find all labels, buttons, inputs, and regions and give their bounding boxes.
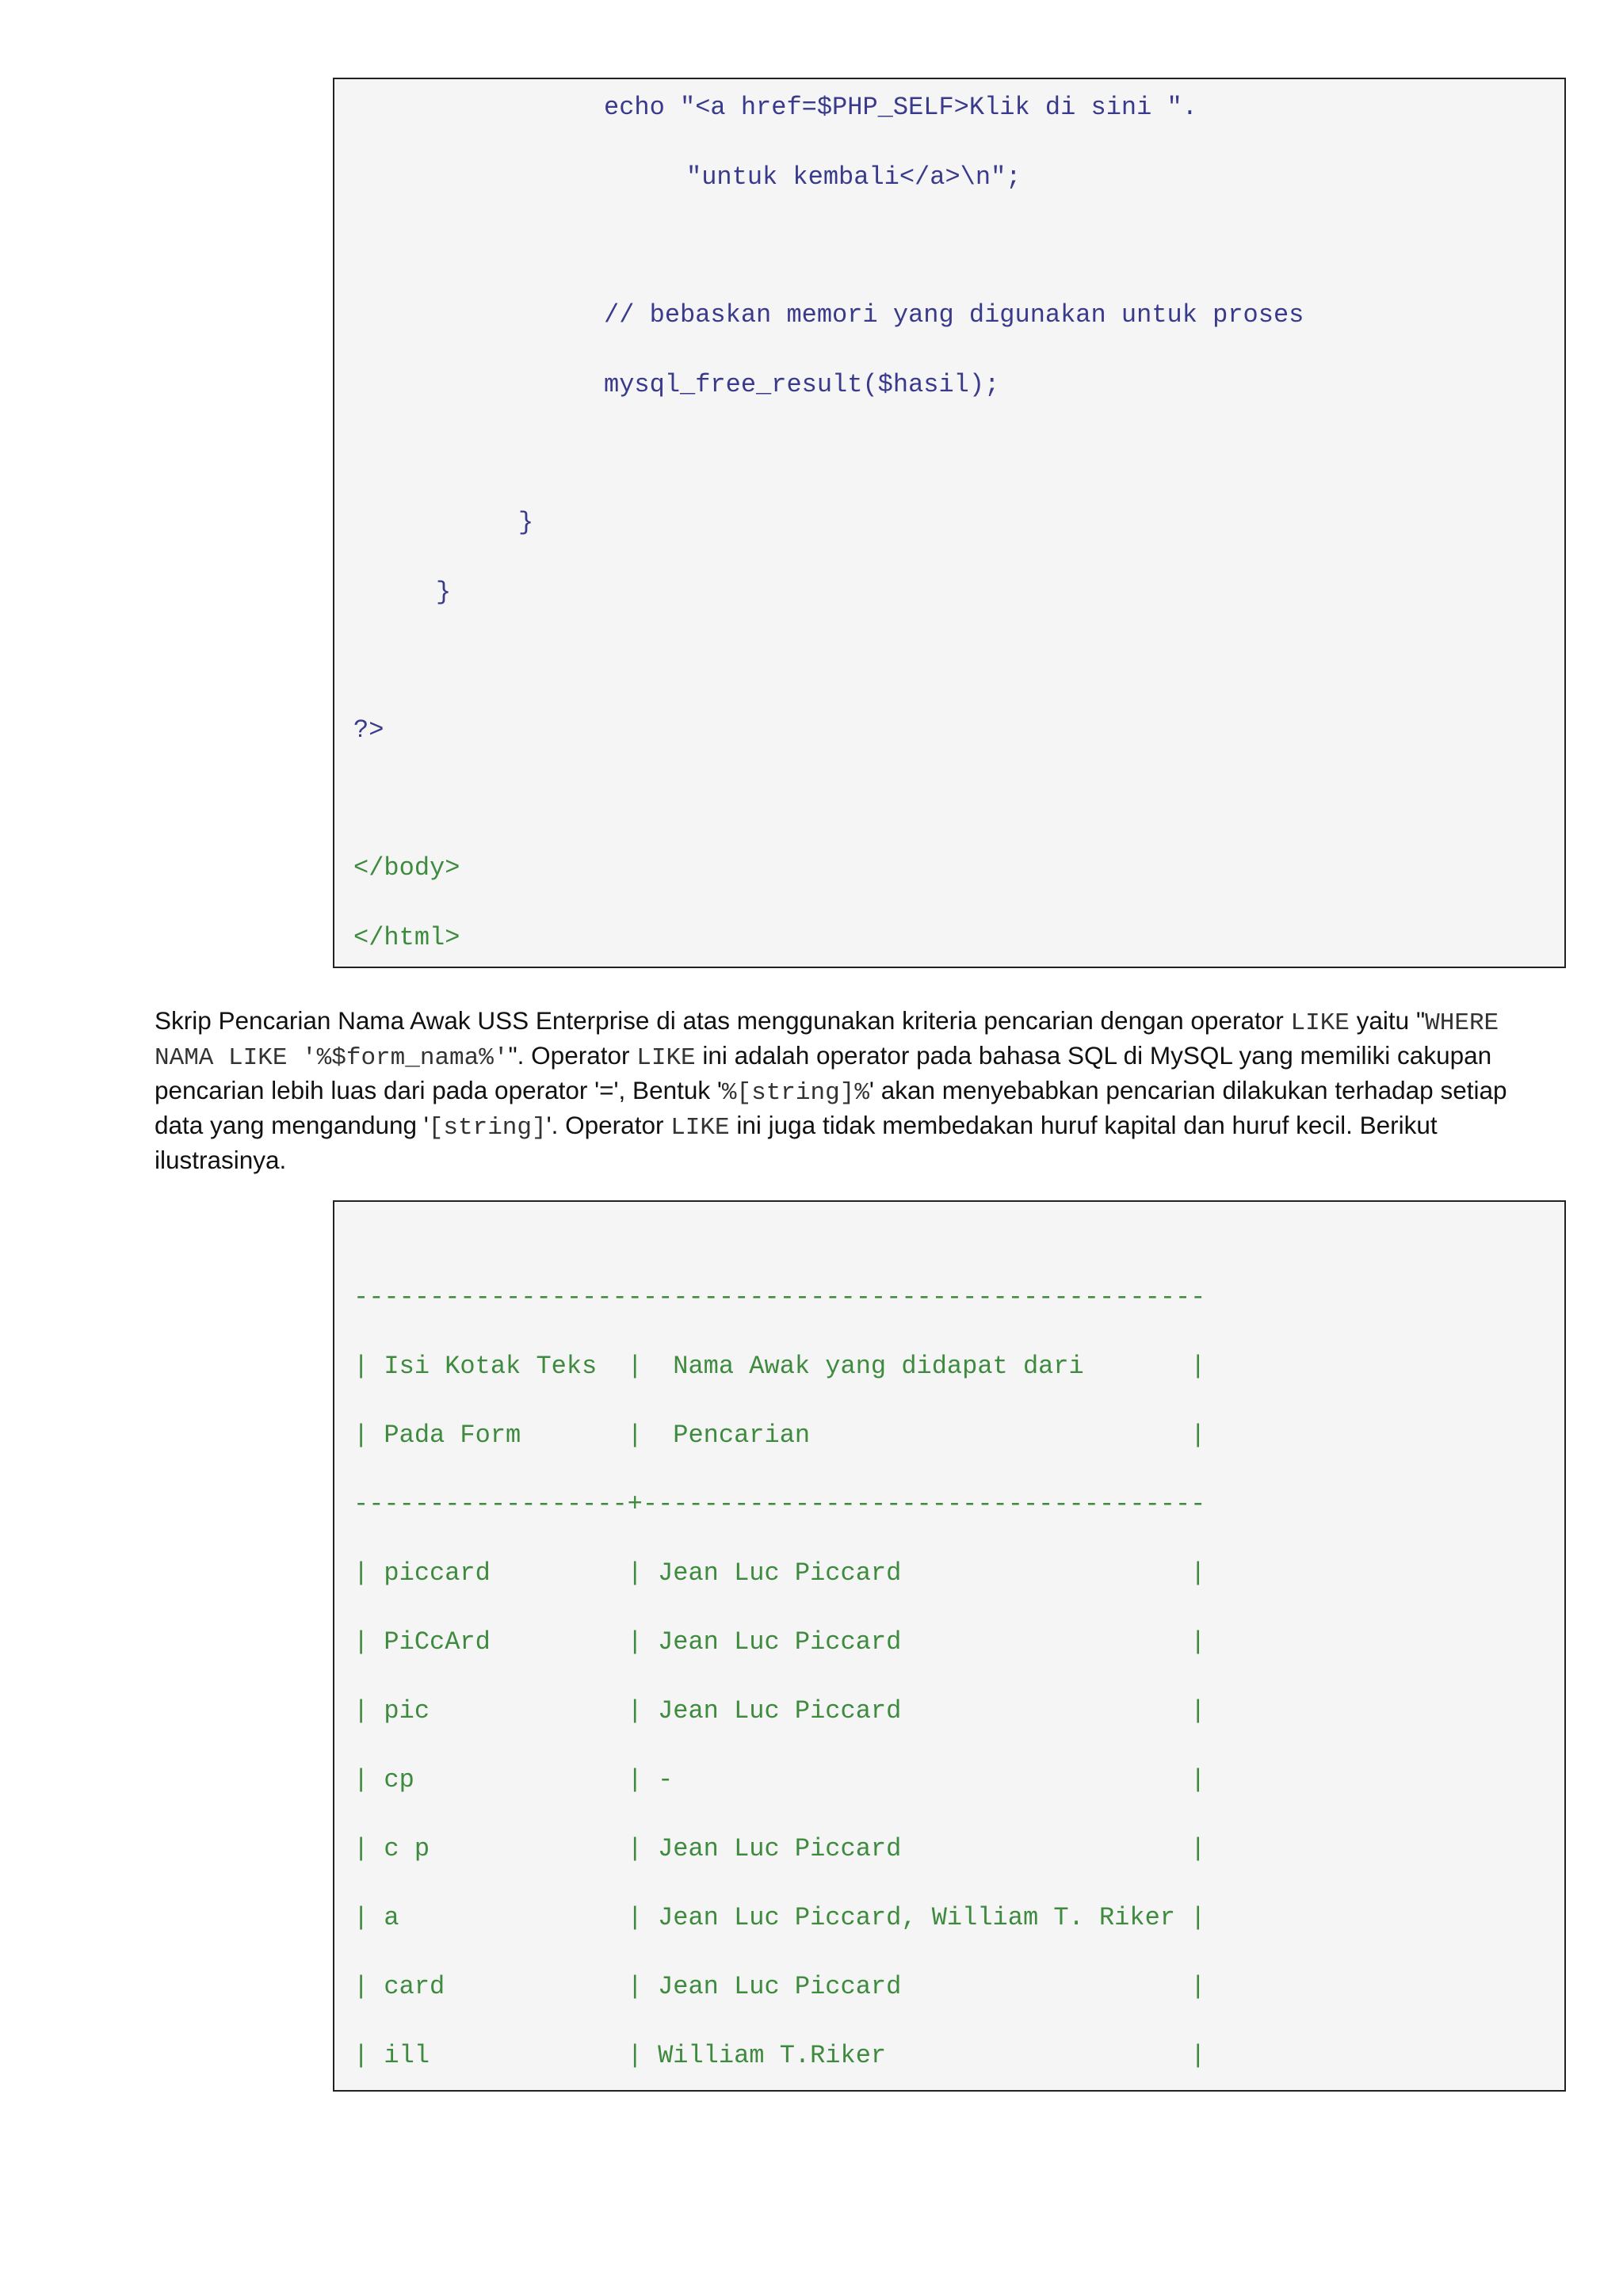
table-header-row: | Isi Kotak Teks | Nama Awak yang didapat dari | (353, 1352, 1206, 1381)
table-border: ------------------+------------------------------------- (353, 1489, 1206, 1519)
text: yaitu " (1349, 1006, 1426, 1035)
html-body-close-tag: </body> (353, 853, 460, 883)
table-header-row: | Pada Form | Pencarian | (353, 1421, 1206, 1450)
code-line: mysql_free_result($hasil); (604, 370, 1000, 399)
inline-code: LIKE (1290, 1009, 1350, 1037)
table-row: | card | Jean Luc Piccard | (353, 1972, 1206, 2001)
table-row: | a | Jean Luc Piccard, William T. Riker | (353, 1903, 1206, 1932)
code-line: echo "<a href=$PHP_SELF>Klik di sini ". (604, 93, 1197, 122)
inline-code: WHERE NAMA LIKE '%$form_nama%' (155, 1009, 1499, 1072)
text: ' akan menyebabkan pencarian dilakukan terhadap setiap data yang mengandung ' (155, 1076, 1507, 1139)
code-line: "untuk kembali</a>\n"; (686, 162, 1022, 192)
html-close-tag: </html> (353, 923, 460, 952)
code-comment: // bebaskan memori yang digunakan untuk proses (604, 300, 1304, 330)
explanation-paragraph (155, 1005, 1557, 1176)
inline-code: LIKE (670, 1114, 730, 1142)
table-row: | piccard | Jean Luc Piccard | (353, 1558, 1206, 1588)
search-illustration-table (333, 1200, 1566, 2092)
php-code-block (333, 78, 1566, 968)
closing-brace: } (518, 508, 534, 537)
text: ini adalah operator pada bahasa SQL di MySQL yang memiliki cakupan pencarian lebih luas dari pada operator '=', Bentuk ' (155, 1041, 1492, 1104)
php-close-tag: ?> (353, 715, 384, 745)
table-border: -------------------------------------------------------- (353, 1283, 1206, 1312)
text: '. Operator (546, 1111, 671, 1139)
table-row: | PiCcArd | Jean Luc Piccard | (353, 1627, 1206, 1657)
inline-code: %[string]% (721, 1079, 869, 1107)
table-row: | pic | Jean Luc Piccard | (353, 1696, 1206, 1726)
text: Skrip Pencarian Nama Awak USS Enterprise di atas menggunakan kriteria pencarian dengan operator (155, 1006, 1291, 1035)
table-row: | ill | William T.Riker | (353, 2041, 1206, 2070)
text: ". Operator (508, 1041, 637, 1070)
text: ini juga tidak membedakan huruf kapital dan huruf kecil. Berikut ilustrasinya. (155, 1111, 1438, 1174)
table-row: | c p | Jean Luc Piccard | (353, 1834, 1206, 1863)
inline-code: LIKE (636, 1044, 696, 1072)
table-row: | cp | - | (353, 1765, 1206, 1794)
inline-code: [string] (428, 1114, 547, 1142)
closing-brace: } (436, 578, 452, 607)
